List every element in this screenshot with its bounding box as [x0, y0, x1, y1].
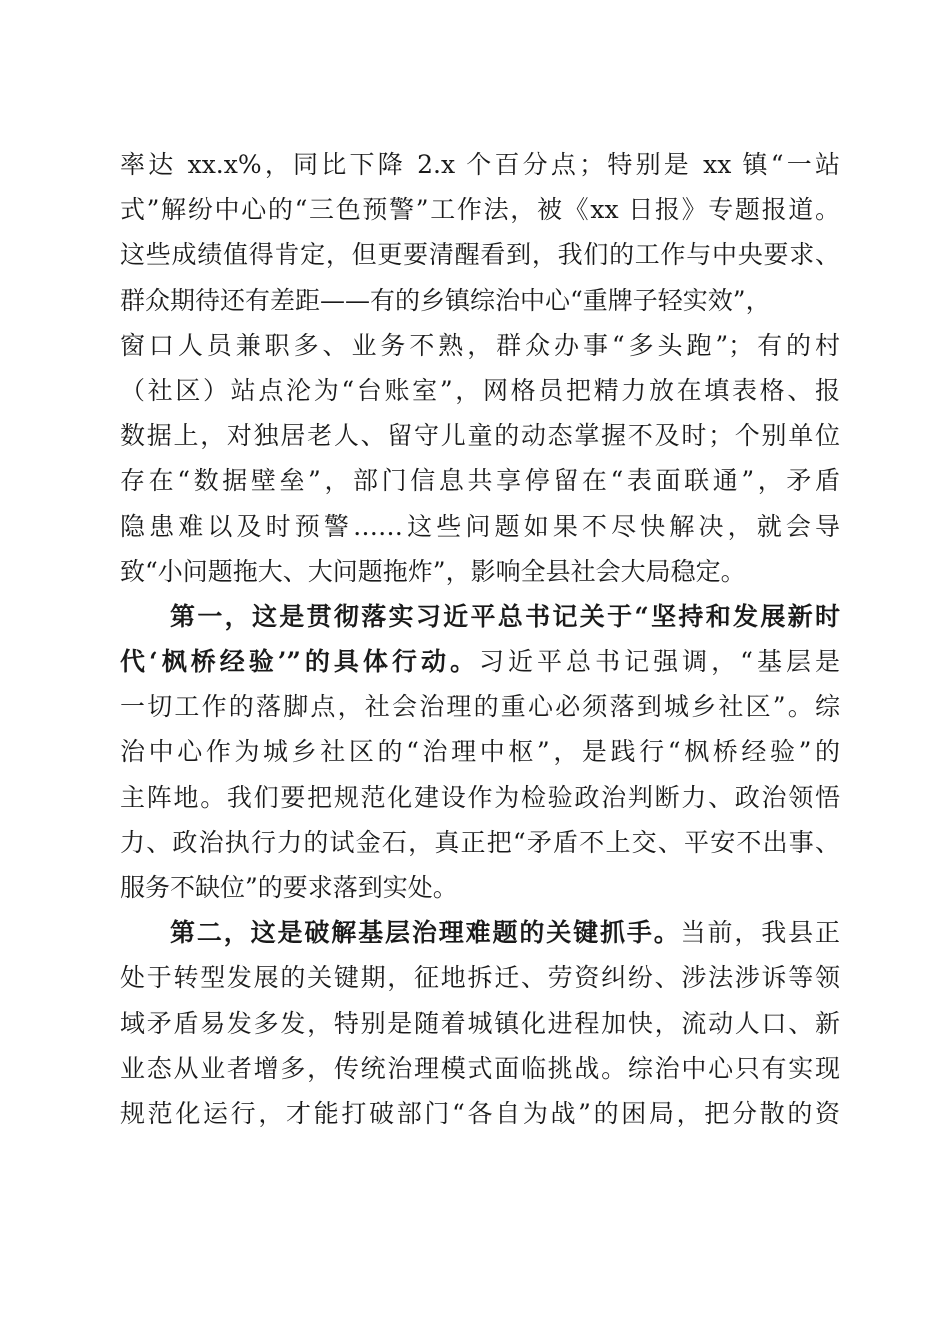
text-line: 群众期待还有差距——有的乡镇综治中心“重牌子轻实效”，	[120, 285, 771, 315]
text-line: 数据上，对独居老人、留守儿童的动态掌握不及时；个别单位	[120, 421, 840, 451]
text-line: 力、政治执行力的试金石，真正把“矛盾不上交、平安不出事、	[120, 827, 840, 857]
text-line: 治中心作为城乡社区的“治理中枢”，是践行“枫桥经验”的	[120, 737, 840, 767]
text-line: （社区）站点沦为“台账室”，网格员把精力放在填表格、报	[120, 375, 840, 405]
text-line	[120, 639, 840, 684]
text-line: 率达 xx.x%，同比下降 2.x 个百分点；特别是 xx 镇“一站	[120, 150, 840, 179]
text-line: 窗口人员兼职多、业务不熟，群众办事“多头跑”；有的村	[120, 330, 840, 360]
paragraph-1-heading: 第一，这是贯彻落实习近平总书记关于“坚持和发展新时	[170, 601, 840, 631]
text-line: 这些成绩值得肯定，但更要清醒看到，我们的工作与中央要求、	[120, 240, 840, 270]
text-line: 规范化运行，才能打破部门“各自为战”的困局，把分散的资	[120, 1098, 840, 1128]
text-span: 习近平总书记强调，“基层是	[479, 647, 840, 677]
text-line: 处于转型发展的关键期，征地拆迁、劳资纠纷、涉法涉诉等领	[120, 963, 840, 993]
text-line: 服务不缺位”的要求落到实处。	[120, 873, 458, 902]
paragraph-1-heading-end: 代‘枫桥经验’”的具体行动。	[120, 647, 479, 677]
text-line: 式”解纷中心的“三色预警”工作法，被《xx 日报》专题报道。	[120, 195, 840, 225]
text-line: 业态从业者增多，传统治理模式面临挑战。综治中心只有实现	[120, 1053, 840, 1083]
paragraph-2-first-line	[120, 910, 840, 955]
text-line: 一切工作的落脚点，社会治理的重心必须落到城乡社区”。综	[120, 692, 840, 722]
text-line: 隐患难以及时预警……这些问题如果不尽快解决，就会导	[120, 511, 840, 541]
paragraph-2-heading: 第二，这是破解基层治理难题的关键抓手。	[170, 918, 681, 948]
text-span: 当前，我县正	[680, 918, 840, 948]
body-text	[120, 142, 840, 1136]
text-line: 域矛盾易发多发，特别是随着城镇化进程加快，流动人口、新	[120, 1008, 840, 1038]
text-line: 存在“数据壁垒”，部门信息共享停留在“表面联通”，矛盾	[120, 466, 840, 496]
text-line: 主阵地。我们要把规范化建设作为检验政治判断力、政治领悟	[120, 782, 840, 812]
text-line: 致“小问题拖大、大问题拖炸”，影响全县社会大局稳定。	[120, 556, 746, 586]
